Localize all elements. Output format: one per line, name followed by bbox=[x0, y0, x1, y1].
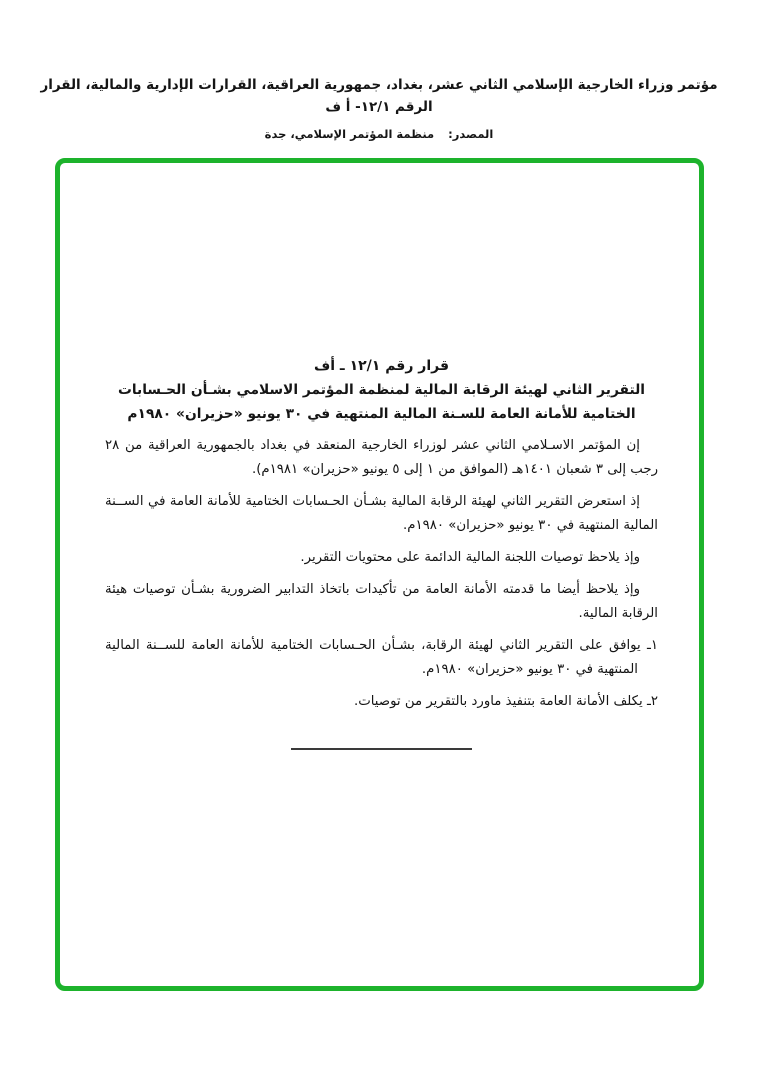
preamble-paragraph-1: إن المؤتمر الاسـلامي الثاني عشر لوزراء الخارجية المنعقد في بغداد بالجمهورية العراقية من ٢٨ رجب إلى ٣ شعبان ١٤٠١هـ (الموافق من ١ إلى ٥ يونيو «حزيران» ١٩٨١م). bbox=[105, 438, 658, 477]
document-title-block bbox=[105, 354, 658, 426]
end-divider bbox=[291, 748, 472, 750]
document-body bbox=[105, 434, 658, 714]
source-label: المصدر: bbox=[448, 127, 494, 141]
page-header bbox=[40, 74, 718, 141]
decision-number: قرار رقم ١٢/١ ـ أف bbox=[313, 358, 450, 374]
document-header-title: مؤتمر وزراء الخارجية الإسلامي الثاني عشر، بغداد، جمهورية العراقية، القرارات الإدارية والمالية، القرار الرقم ١٢/١- أ ف bbox=[40, 77, 718, 115]
source-line bbox=[40, 127, 718, 141]
document-frame bbox=[55, 158, 704, 991]
operative-item-2: ٢ـ يكلف الأمانة العامة بتنفيذ ماورد بالتقرير من توصيات. bbox=[353, 694, 658, 709]
source-value: منظمة المؤتمر الإسلامي، جدة bbox=[264, 127, 435, 141]
operative-item-1: ١ـ يوافق على التقرير الثاني لهيئة الرقابة، بشـأن الحـسابات الختامية للأمانة العامة للســنة المالية المنتهية في ٣٠ يونيو «حزيران» ١٩٨٠م. bbox=[105, 638, 658, 677]
preamble-paragraph-3: وإذ يلاحظ توصيات اللجنة المالية الدائمة على محتويات التقرير. bbox=[300, 550, 640, 565]
decision-title: التقرير الثاني لهيئة الرقابة المالية لمنظمة المؤتمر الاسلامي بشـأن الحـسابات الختامية للأمانة العامة للسـنة المالية المنتهية في ٣٠ يونيو «حزيران» ١٩٨٠م bbox=[118, 382, 645, 422]
preamble-paragraph-4: وإذ يلاحظ أيضا ما قدمته الأمانة العامة من تأكيدات باتخاذ التدابير الضرورية بشـأن توصيات هيئة الرقابة المالية. bbox=[105, 582, 658, 621]
preamble-paragraph-2: إذ استعرض التقرير الثاني لهيئة الرقابة المالية بشـأن الحـسابات الختامية للأمانة العامة في الســنة المالية المنتهية في ٣٠ يونيو «حزيران» ١٩٨٠م. bbox=[105, 494, 658, 533]
document-content bbox=[105, 354, 658, 750]
